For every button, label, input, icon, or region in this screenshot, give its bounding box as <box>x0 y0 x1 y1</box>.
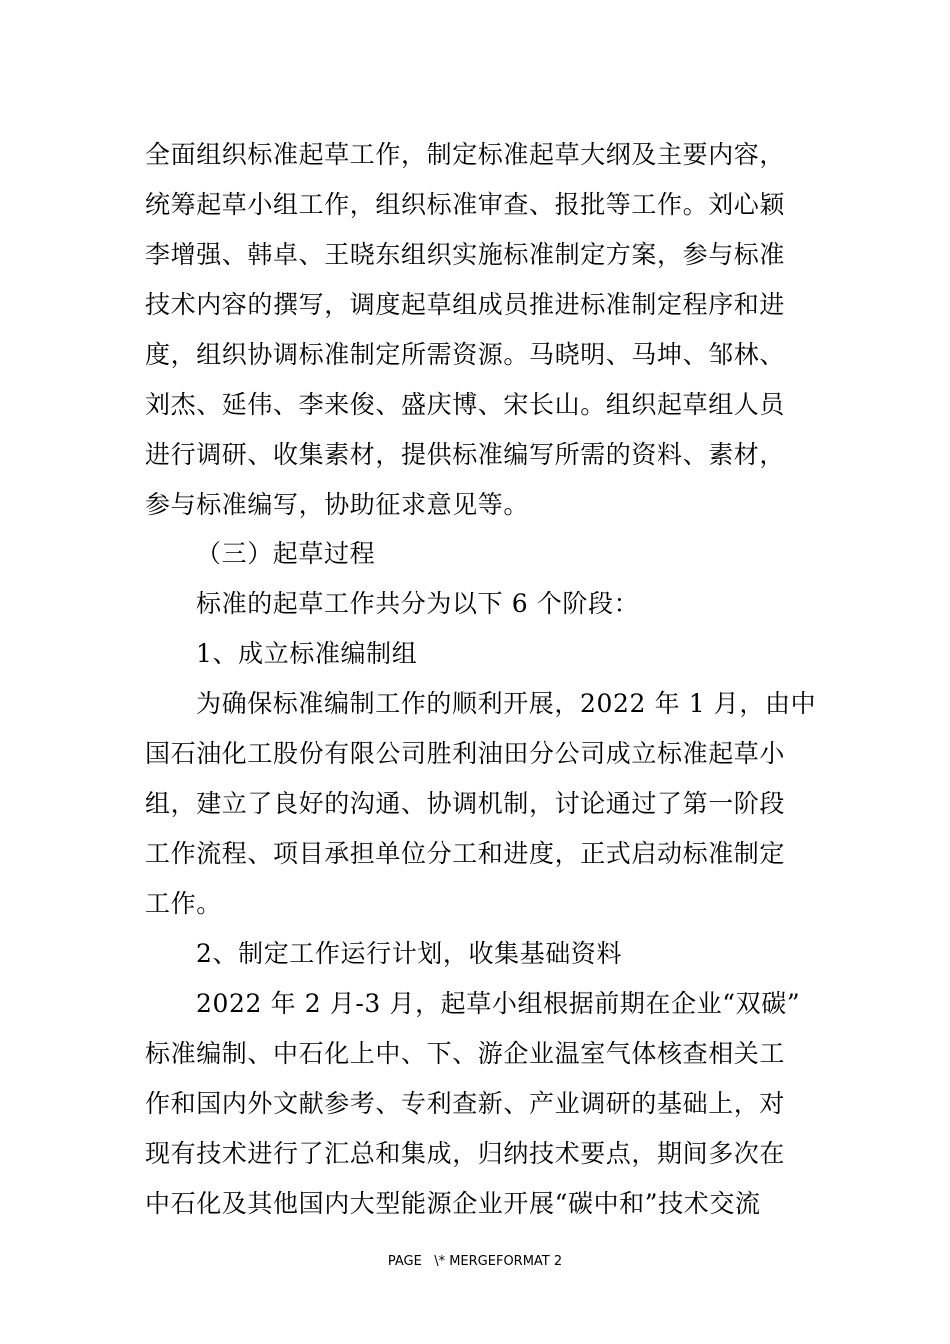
body-text-line: 全面组织标准起草工作，制定标准起草大纲及主要内容， <box>145 140 786 169</box>
body-text-line: 2022 年 2 月-3 月，起草小组根据前期在企业“双碳” <box>196 989 801 1018</box>
body-text-line: 刘杰、延伟、李来俊、盛庆博、宋长山。组织起草组人员 <box>145 390 786 419</box>
body-text-line: 参与标准编写，协助征求意见等。 <box>145 490 530 519</box>
body-text-line: 度，组织协调标准制定所需资源。马晓明、马坤、邹林、 <box>145 340 786 369</box>
body-text-line: 为确保标准编制工作的顺利开展，2022 年 1 月，由中 <box>196 689 817 718</box>
page-footer: PAGE \* MERGEFORMAT 2 <box>387 1254 563 1269</box>
section-heading: （三）起草过程 <box>196 539 376 568</box>
body-text-line: 工作。 <box>145 889 222 918</box>
body-text-line: 统筹起草小组工作，组织标准审查、报批等工作。刘心颖 <box>145 190 786 219</box>
body-text-line: 标准的起草工作共分为以下 6 个阶段： <box>196 589 640 618</box>
body-text-line: 工作流程、项目承担单位分工和进度，正式启动标准制定 <box>145 839 786 868</box>
body-text-line: 标准编制、中石化上中、下、游企业温室气体核查相关工 <box>145 1039 786 1068</box>
body-text-line: 进行调研、收集素材，提供标准编写所需的资料、素材， <box>145 440 786 469</box>
body-text-line: 技术内容的撰写，调度起草组成员推进标准制定程序和进 <box>145 290 786 319</box>
subsection-heading: 2、制定工作运行计划，收集基础资料 <box>196 939 623 968</box>
body-text-line: 组，建立了良好的沟通、协调机制，讨论通过了第一阶段 <box>145 789 786 818</box>
body-text-line: 现有技术进行了汇总和集成，归纳技术要点，期间多次在 <box>145 1139 786 1168</box>
subsection-heading: 1、成立标准编制组 <box>196 639 418 668</box>
body-text-line: 李增强、韩卓、王晓东组织实施标准制定方案，参与标准 <box>145 240 786 269</box>
body-text-line: 中石化及其他国内大型能源企业开展“碳中和”技术交流 <box>145 1189 761 1218</box>
body-text-line: 作和国内外文献参考、专利查新、产业调研的基础上，对 <box>145 1089 786 1118</box>
body-text-line: 国石油化工股份有限公司胜利油田分公司成立标准起草小 <box>145 739 786 768</box>
